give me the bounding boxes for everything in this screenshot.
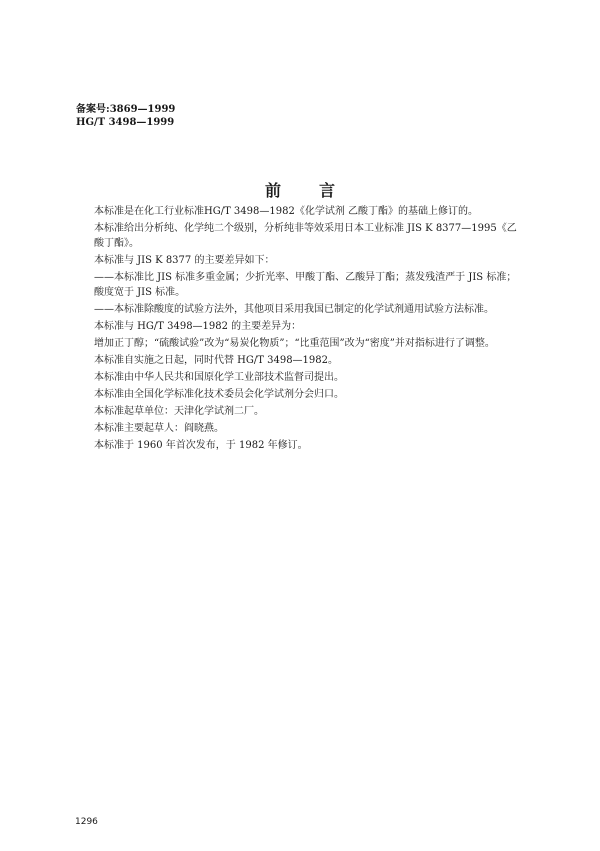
paragraph: ——本标准比 JIS 标准多重金属；少折光率、甲酸丁酯、乙酸异丁酯；蒸发残渣严于 JIS 标准；酸度宽于 JIS 标准。 [94, 272, 517, 298]
paragraph: 本标准主要起草人：阎晓燕。 [94, 423, 224, 434]
paragraph: 本标准是在化工行业标准HG/T 3498—1982《化学试剂 乙酸丁酯》的基础上修订的。 [94, 206, 479, 217]
paragraph: 本标准给出分析纯、化学纯二个级别，分析纯非等效采用日本工业标准 JIS K 8377—1995《乙酸丁酯》。 [94, 223, 517, 249]
paragraph: 本标准于 1960 年首次发布，于 1982 年修订。 [94, 440, 308, 451]
paragraph: 本标准自实施之日起，同时代替 HG/T 3498—1982。 [94, 355, 339, 366]
paragraph: 增加正丁醇；“硫酸试验”改为“易炭化物质”；“比重范围”改为“密度”并对指标进行了调整。 [94, 338, 495, 349]
page-title: 前言 [264, 181, 373, 200]
paragraph: 本标准起草单位：天津化学试剂二厂。 [94, 406, 264, 417]
paragraph: 本标准与 HG/T 3498—1982 的主要差异为： [94, 321, 302, 332]
page-number: 1296 [75, 817, 98, 827]
paragraph: ——本标准除酸度的试验方法外，其他项目采用我国已制定的化学试剂通用试验方法标准。 [94, 304, 494, 315]
paragraph: 本标准由中华人民共和国原化学工业部技术监督司提出。 [94, 372, 344, 383]
paragraph: 本标准由全国化学标准化技术委员会化学试剂分会归口。 [94, 389, 344, 400]
standard-number: HG/T 3498—1999 [76, 117, 175, 128]
record-number: 备案号:3869—1999 [76, 104, 176, 115]
foreword-body [94, 204, 526, 455]
paragraph: 本标准与 JIS K 8377 的主要差异如下： [94, 255, 275, 266]
